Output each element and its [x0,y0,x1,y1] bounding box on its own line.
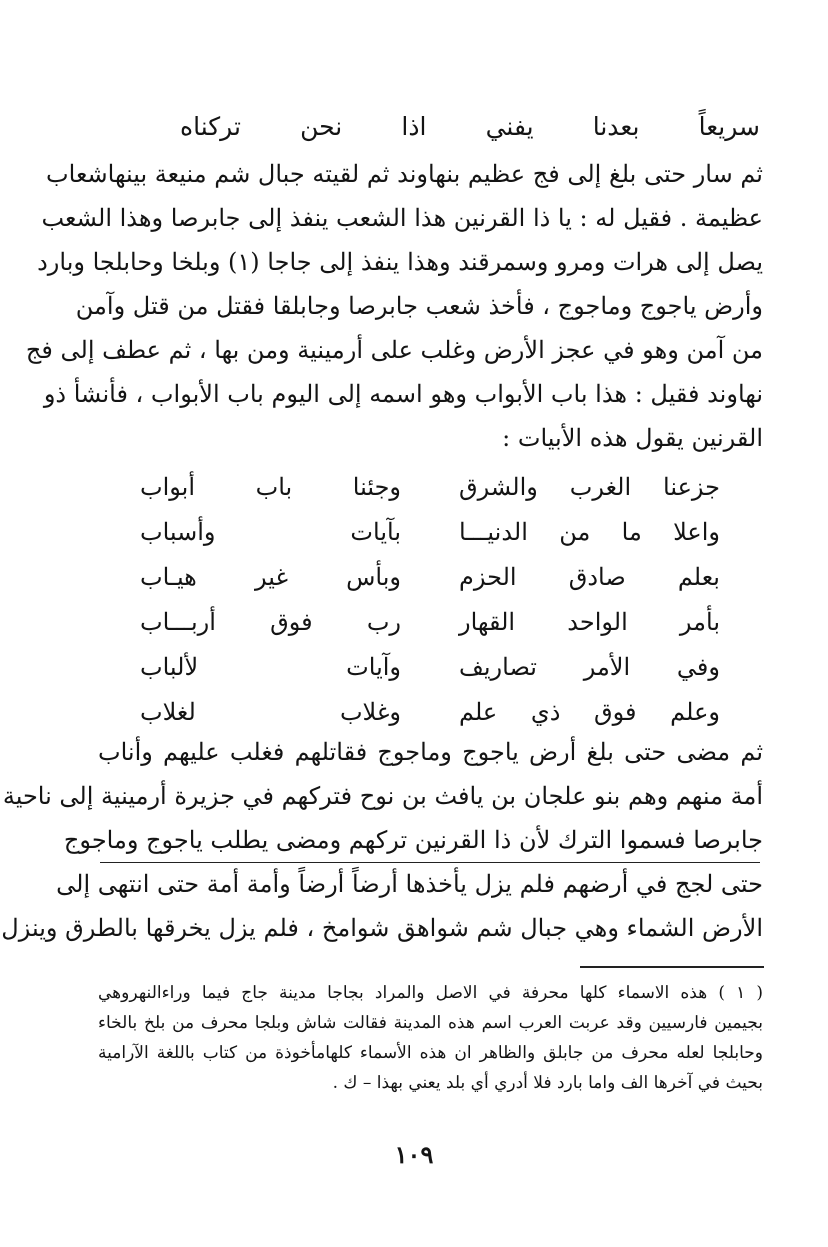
footnote-line: ( ١ ) هذه الاسماء كلها محرفة في الاصل والمراد بجاجا مدينة جاج فيما وراءالنهروهي [98,983,763,1003]
poem-verse [140,689,720,734]
poem-verse [140,599,720,644]
poem-word: ما [621,517,642,546]
poem-word: واعلا [673,517,720,546]
poem-word: تصاريف [459,652,537,681]
verse-continuation [180,104,760,148]
poem-word: الأمر [583,652,631,681]
text-line: حتى لجج في أرضهم فلم يزل يأخذها أرضاً أرضاً وأمة أمة حتى انتهى إلى [56,870,763,898]
poem-word: وجئنا [352,472,401,501]
poem-word: باب [255,472,293,501]
poem-word: ذي [530,697,561,726]
poem-word: الحزم [459,562,517,591]
poem-hemistich-second [140,518,401,546]
poem-word: وعلم [670,697,720,726]
poem-word: فوق [270,607,313,636]
poem-word: جزعنا [663,472,720,501]
underline-rule [100,862,760,863]
poem-word: أربـــاب [140,607,216,636]
poem-word: وبأس [346,562,401,591]
poem-hemistich-second [140,698,401,726]
text-line: جابرصا فسموا الترك لأن ذا القرنين تركهم ومضى يطلب ياجوج وماجوج [63,826,763,854]
poem-hemistich-first [459,563,720,591]
poem-hemistich-second [140,653,401,681]
poem-word: أبواب [140,472,196,501]
poem [140,464,720,734]
poem-word: القهار [459,607,516,636]
verse-word: بعدنا [592,111,640,141]
poem-hemistich-first [459,518,720,546]
footnote-line: وحابلجا لعله محرف من جابلق والظاهر ان هذه الأسماء كلهامأخوذة من كتاب باللغة الآرامية [98,1043,763,1063]
poem-word: والشرق [459,472,538,501]
poem-word: وفي [676,652,720,681]
verse-word: سريعاً [698,111,760,141]
poem-word: الواحد [567,607,628,636]
poem-hemistich-first [459,473,720,501]
verse-word: اذا [401,111,427,141]
poem-word: وآيات [346,652,401,681]
poem-verse [140,509,720,554]
poem-verse [140,464,720,509]
verse-word: تركناه [180,111,241,141]
footnote-separator [580,966,764,968]
poem-word: علم [459,697,498,726]
poem-word: الدنيـــا [459,517,528,546]
text-line: القرنين يقول هذه الأبيات : [502,424,763,452]
poem-word: لألباب [140,652,199,681]
poem-verse [140,554,720,599]
text-line: عظيمة . فقيل له : يا ذا القرنين هذا الشعب ينفذ إلى جابرصا وهذا الشعب [41,204,763,232]
poem-hemistich-first [459,608,720,636]
poem-hemistich-second [140,473,401,501]
poem-word: هيـاب [140,562,197,591]
poem-word: من [559,517,591,546]
poem-word: وأسباب [140,517,216,546]
poem-word: غير [254,562,288,591]
footnote-line: بحيث في آخرها الف واما بارد فلا أدري أي بلد يعني بهذا – ك . [332,1073,763,1093]
verse-word: يفني [485,111,534,141]
text-line: يصل إلى هرات ومرو وسمرقند وهذا ينفذ إلى جاجا (١) وبلخا وحابلجا وبارد [37,248,763,276]
poem-hemistich-first [459,653,720,681]
verse-word: نحن [300,111,343,141]
page-number: ١٠٩ [394,1140,434,1169]
prose-paragraph-2 [1,730,763,950]
text-line: أمة منهم وهم بنو علجان بن يافث بن نوح فتركهم في جزيرة أرمينية إلى ناحية [2,782,763,810]
prose-paragraph-1 [25,152,763,460]
poem-word: الغرب [569,472,632,501]
poem-hemistich-first [459,698,720,726]
text-line: وأرض ياجوج وماجوج ، فأخذ شعب جابرصا وجابلقا فقتل من قتل وآمن [75,292,763,320]
text-line: من آمن وهو في عجز الأرض وغلب على أرمينية ومن بها ، ثم عطف إلى فج [25,336,763,364]
poem-word: لغلاب [140,697,196,726]
poem-word: بآيات [350,517,401,546]
poem-word: رب [366,607,401,636]
poem-hemistich-second [140,608,401,636]
text-line: الأرض الشماء وهي جبال شم شواهق شوامخ ، فلم يزل يخرقها بالطرق وينزل [1,914,763,942]
poem-word: فوق [594,697,637,726]
poem-word: صادق [568,562,626,591]
poem-word: بأمر [679,607,720,636]
poem-word: بعلم [677,562,720,591]
text-line: نهاوند فقيل : هذا باب الأبواب وهو اسمه إلى اليوم باب الأبواب ، فأنشأ ذو [43,380,763,408]
poem-hemistich-second [140,563,401,591]
footnotes [98,978,763,1098]
poem-word: وغلاب [339,697,401,726]
text-line: ثم مضى حتى بلغ أرض ياجوج وماجوج فقاتلهم فغلب عليهم وأناب [98,738,763,766]
poem-verse [140,644,720,689]
footnote-line: بجيمين فارسيين وقد عربت العرب اسم هذه المدينة فقالت شاش وبلجا محرف من بلخ بالخاء [98,1013,763,1033]
text-line: ثم سار حتى بلغ إلى فج عظيم بنهاوند ثم لقيته جبال شم منيعة بينهاشعاب [46,160,763,188]
